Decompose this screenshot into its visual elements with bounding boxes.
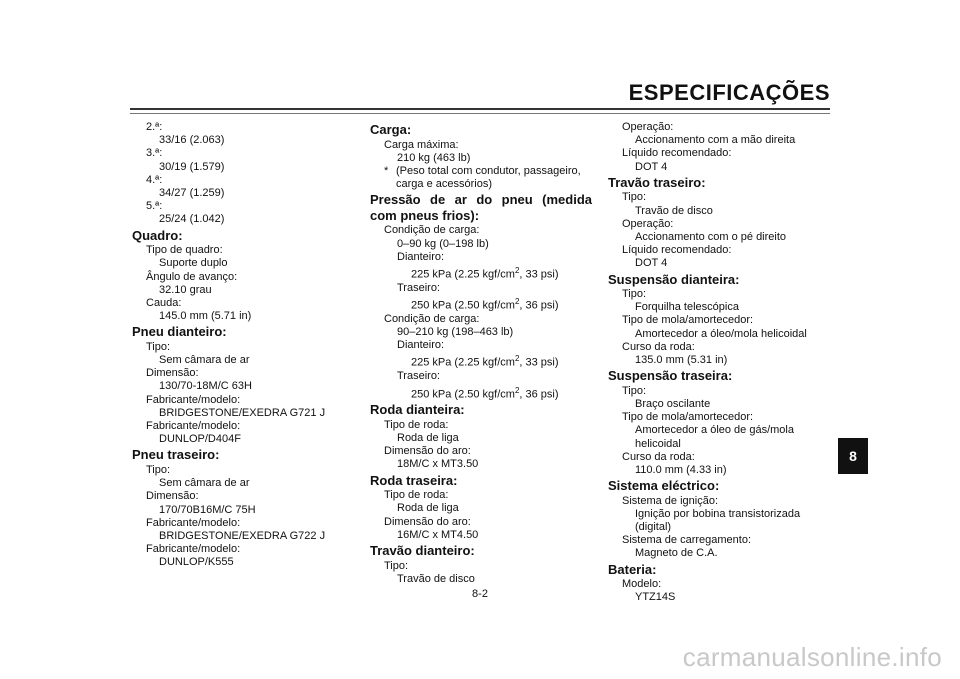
spec-label: 3.ª:: [146, 147, 163, 160]
section-heading-rear-brake: Travão traseiro:: [608, 174, 706, 190]
spec-value: DUNLOP/K555: [159, 556, 234, 569]
spec-value: 250 kPa (2.50 kgf/$cm^2$, 36 psi): [411, 296, 559, 312]
spec-label: Líquido recomendado:: [622, 147, 732, 160]
spec-column-3: [608, 121, 833, 605]
spec-label: Traseiro:: [397, 370, 440, 383]
spec-value: Accionamento com a mão direita: [635, 134, 796, 147]
spec-value: 135.0 mm (5.31 in): [635, 354, 728, 367]
spec-value: 33/16 (2.063): [159, 134, 225, 147]
spec-value: YTZ14S: [635, 591, 676, 604]
spec-value: Roda de liga: [397, 432, 459, 445]
spec-value: Suporte duplo: [159, 257, 228, 270]
spec-label: Dianteiro:: [397, 339, 445, 352]
spec-value: 170/70B16M/C 75H: [159, 503, 256, 516]
spec-value: DUNLOP/D404F: [159, 433, 241, 446]
spec-value: Sem câmara de ar: [159, 477, 250, 490]
spec-label: Fabricante/modelo:: [146, 420, 241, 433]
spec-label: Dimensão do aro:: [384, 515, 471, 528]
spec-value: 225 kPa (2.25 kgf/$cm^2$, 33 psi): [411, 265, 559, 281]
spec-value: Ignição por bobina transistorizada (digital): [635, 507, 801, 534]
spec-label: Dimensão do aro:: [384, 445, 471, 458]
section-heading-front-tire: Pneu dianteiro:: [132, 324, 227, 340]
spec-label: 2.ª:: [146, 121, 163, 133]
spec-label: 5.ª:: [146, 200, 163, 213]
spec-label: Tipo:: [146, 463, 171, 476]
spec-value: Travão de disco: [397, 572, 475, 585]
spec-label: Tipo:: [146, 340, 171, 353]
spec-value: 110.0 mm (4.33 in): [635, 463, 727, 476]
section-heading-front-suspension: Suspensão dianteira:: [608, 271, 740, 287]
section-heading-tire-pressure: Pressão de ar do pneu (medida com pneus frios):: [370, 192, 592, 223]
spec-value: Braço oscilante: [635, 397, 711, 410]
header-rule-thin: [130, 113, 830, 114]
section-heading-rear-tire: Pneu traseiro:: [132, 447, 220, 463]
spec-label: Tipo:: [622, 384, 647, 397]
spec-label: Tipo:: [384, 559, 409, 572]
spec-label: Condição de carga:: [384, 312, 480, 325]
spec-label: Tipo:: [622, 191, 647, 204]
spec-value: 30/19 (1.579): [159, 160, 225, 173]
spec-value: Amortecedor a óleo/mola helicoidal: [635, 327, 807, 340]
spec-value: 210 kg (463 lb): [397, 151, 471, 164]
spec-value: 25/24 (1.042): [159, 213, 225, 226]
spec-label: Operação:: [622, 121, 674, 133]
spec-value: 18M/C x MT3.50: [397, 458, 479, 471]
spec-label: Tipo de roda:: [384, 489, 449, 502]
spec-label: Tipo de quadro:: [146, 244, 223, 257]
page-number: 8-2: [472, 588, 488, 600]
footnote-text: (Peso total com condutor, passageiro, carga e acessórios): [396, 164, 581, 191]
spec-label: Sistema de carregamento:: [622, 534, 752, 547]
spec-column-1: [132, 121, 342, 570]
spec-label: Modelo:: [622, 578, 662, 591]
spec-label: Dimensão:: [146, 490, 199, 503]
spec-value: Travão de disco: [635, 204, 713, 217]
section-heading-battery: Bateria:: [608, 561, 657, 577]
spec-label: Fabricante/modelo:: [146, 516, 241, 529]
spec-value: DOT 4: [635, 257, 668, 270]
spec-label: Sistema de ignição:: [622, 494, 718, 507]
spec-value: Sem câmara de ar: [159, 354, 250, 367]
spec-value: 90–210 kg (198–463 lb): [397, 326, 514, 339]
spec-label: Líquido recomendado:: [622, 244, 732, 257]
spec-value: 16M/C x MT4.50: [397, 528, 479, 541]
spec-label: Fabricante/modelo:: [146, 543, 241, 556]
spec-value: 145.0 mm (5.71 in): [159, 310, 252, 323]
spec-value: Roda de liga: [397, 502, 459, 515]
spec-value: Forquilha telescópica: [635, 301, 739, 314]
spec-value: 225 kPa (2.25 kgf/$cm^2$, 33 psi): [411, 354, 559, 370]
spec-value: BRIDGESTONE/EXEDRA G721 J: [159, 406, 326, 419]
section-heading-rear-suspension: Suspensão traseira:: [608, 368, 733, 384]
watermark: carmanualsonline.info: [682, 642, 942, 672]
spec-label: Cauda:: [146, 296, 182, 309]
spec-value: 34/27 (1.259): [159, 187, 225, 200]
section-heading-front-brake: Travão dianteiro:: [370, 543, 475, 558]
spec-label: Curso da roda:: [622, 450, 695, 463]
spec-label: Ângulo de avanço:: [146, 270, 238, 283]
spec-value: 0–90 kg (0–198 lb): [397, 237, 489, 250]
section-heading-load: Carga:: [370, 122, 412, 137]
spec-label: Tipo de roda:: [384, 418, 449, 431]
spec-value: 250 kPa (2.50 kgf/$cm^2$, 36 psi): [411, 385, 559, 401]
footnote-star: *: [384, 164, 389, 177]
spec-label: Tipo:: [622, 288, 647, 301]
spec-label: Curso da roda:: [622, 340, 695, 353]
spec-label: Dianteiro:: [397, 250, 445, 263]
spec-value: Magneto de C.A.: [635, 547, 718, 560]
page-title: ESPECIFICAÇÕES: [628, 80, 830, 105]
spec-label: Tipo de mola/amortecedor:: [622, 411, 754, 424]
section-heading-quadro: Quadro:: [132, 227, 183, 243]
section-heading-front-wheel: Roda dianteira:: [370, 402, 465, 418]
spec-label: 4.ª:: [146, 173, 163, 186]
spec-label: Traseiro:: [397, 281, 440, 294]
spec-label: Dimensão:: [146, 367, 199, 380]
spec-value: Accionamento com o pé direito: [635, 230, 787, 243]
spec-value: 32.10 grau: [159, 283, 212, 296]
spec-label: Carga máxima:: [384, 138, 459, 151]
section-heading-rear-wheel: Roda traseira:: [370, 472, 458, 488]
footnote: [370, 165, 592, 191]
spec-value: 130/70-18M/C 63H: [159, 380, 252, 393]
spec-value: DOT 4: [635, 160, 668, 173]
spec-label: Operação:: [622, 217, 674, 230]
spec-label: Tipo de mola/amortecedor:: [622, 314, 754, 327]
spec-label: Fabricante/modelo:: [146, 393, 241, 406]
header-rule: [130, 108, 830, 110]
section-heading-electrical: Sistema eléctrico:: [608, 478, 720, 494]
spec-column-2: [370, 121, 592, 586]
spec-value: Amortecedor a óleo de gás/mola helicoidal: [635, 424, 794, 450]
spec-value: BRIDGESTONE/EXEDRA G722 J: [159, 529, 326, 542]
spec-label: Condição de carga:: [384, 224, 480, 237]
chapter-tab: 8: [838, 438, 868, 474]
